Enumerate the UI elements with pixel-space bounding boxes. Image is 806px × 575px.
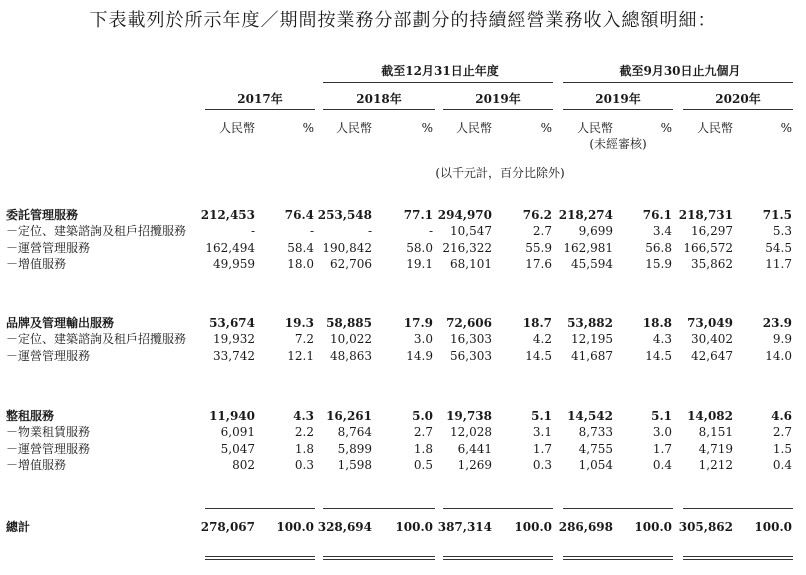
cell-pct-4-1: 19.3	[284, 316, 314, 330]
total-top-rule-0	[205, 508, 315, 509]
cell-pct-1-7: 3.4	[652, 224, 672, 238]
cell-pct-5-9: 9.9	[772, 332, 792, 346]
year-header-1: 2018年	[356, 92, 402, 106]
cell-value-0-2: 253,548	[317, 208, 372, 222]
cell-value-9-6: 4,755	[578, 442, 613, 456]
cell-pct-10-5: 0.3	[532, 458, 552, 472]
unit-pct-2: %	[540, 121, 552, 135]
cell-pct-5-3: 3.0	[413, 332, 433, 346]
cell-value-6-0: 33,742	[213, 349, 255, 363]
cell-pct-7-7: 5.1	[651, 409, 672, 423]
cell-value-8-2: 8,764	[337, 425, 372, 439]
cell-value-4-2: 58,885	[326, 316, 372, 330]
year-header-rule-3	[563, 109, 673, 110]
row-label-2: －運營管理服務	[6, 241, 91, 255]
cell-value-5-4: 16,303	[450, 332, 492, 346]
cell-value-4-0: 53,674	[209, 316, 255, 330]
cell-value-7-2: 16,261	[326, 409, 372, 423]
cell-value-9-2: 5,899	[337, 442, 372, 456]
cell-value-1-4: 10,547	[450, 224, 492, 238]
cell-pct-0-3: 77.1	[403, 208, 433, 222]
cell-value-2-0: 162,494	[205, 241, 255, 255]
cell-pct-10-7: 0.4	[652, 458, 672, 472]
unit-pct-4: %	[780, 121, 792, 135]
cell-value-9-8: 4,719	[698, 442, 733, 456]
year-header-rule-0	[205, 109, 315, 110]
cell-value-10-4: 1,269	[457, 458, 492, 472]
cell-pct-9-7: 1.7	[652, 442, 672, 456]
cell-pct-5-7: 4.3	[652, 332, 672, 346]
unit-note: (以千元計，百分比除外)	[435, 166, 565, 180]
cell-pct-8-9: 2.7	[772, 425, 792, 439]
cell-pct-4-7: 18.8	[642, 316, 672, 330]
cell-pct-3-3: 19.1	[406, 257, 433, 271]
cell-value-3-0: 49,959	[213, 257, 255, 271]
cell-pct-4-9: 23.9	[762, 316, 792, 330]
cell-value-1-6: 9,699	[578, 224, 613, 238]
cell-value-2-6: 162,981	[563, 241, 613, 255]
cell-value-8-0: 6,091	[220, 425, 255, 439]
cell-value-3-8: 35,862	[691, 257, 733, 271]
cell-pct-2-7: 56.8	[645, 241, 672, 255]
year-header-rule-1	[323, 109, 435, 110]
cell-value-8-6: 8,733	[578, 425, 613, 439]
cell-value-3-2: 62,706	[330, 257, 372, 271]
cell-value-11-2: 328,694	[317, 520, 372, 534]
cell-pct-2-9: 54.5	[765, 241, 792, 255]
cell-value-7-4: 19,738	[446, 409, 492, 423]
cell-pct-6-1: 12.1	[287, 349, 314, 363]
unit-pct-1: %	[421, 121, 433, 135]
cell-value-3-4: 68,101	[450, 257, 492, 271]
cell-value-7-0: 11,940	[209, 409, 255, 423]
cell-pct-11-9: 100.0	[754, 520, 792, 534]
cell-value-1-2: -	[367, 224, 372, 238]
cell-value-11-4: 387,314	[437, 520, 492, 534]
row-label-10: －增值服務	[6, 458, 67, 472]
cell-value-11-0: 278,067	[200, 520, 255, 534]
intro-text: 下表載列於所示年度／期間按業務分部劃分的持續經營業務收入總額明細：	[89, 10, 717, 31]
cell-value-11-8: 305,862	[678, 520, 733, 534]
cell-pct-1-1: -	[309, 224, 314, 238]
cell-pct-3-5: 17.6	[525, 257, 552, 271]
cell-pct-0-9: 71.5	[762, 208, 792, 222]
row-label-4: 品牌及管理輸出服務	[6, 316, 115, 330]
total-top-rule-2	[443, 508, 553, 509]
cell-value-9-0: 5,047	[220, 442, 255, 456]
row-label-3: －增值服務	[6, 257, 67, 271]
row-label-7: 整租服務	[6, 409, 55, 423]
cell-pct-8-7: 3.0	[652, 425, 672, 439]
cell-pct-9-1: 1.8	[294, 442, 314, 456]
year-header-3: 2019年	[595, 92, 641, 106]
cell-pct-1-5: 2.7	[532, 224, 552, 238]
unit-rmb-3: 人民幣	[576, 121, 613, 135]
year-end-header: 截至12月31日止年度	[381, 64, 499, 78]
cell-pct-0-5: 76.2	[522, 208, 552, 222]
cell-value-6-6: 41,687	[571, 349, 613, 363]
row-label-0: 委託管理服務	[6, 208, 79, 222]
cell-pct-2-1: 58.4	[287, 241, 314, 255]
cell-pct-0-1: 76.4	[284, 208, 314, 222]
cell-value-11-6: 286,698	[558, 520, 613, 534]
unit-pct-3: %	[660, 121, 672, 135]
cell-pct-9-5: 1.7	[532, 442, 552, 456]
year-header-2: 2019年	[475, 92, 521, 106]
cell-value-4-4: 72,606	[446, 316, 492, 330]
cell-pct-9-3: 1.8	[413, 442, 433, 456]
cell-pct-11-1: 100.0	[276, 520, 314, 534]
total-bottom-double-rule-0	[205, 556, 315, 560]
cell-value-5-2: 10,022	[330, 332, 372, 346]
cell-value-0-4: 294,970	[437, 208, 492, 222]
cell-value-10-2: 1,598	[337, 458, 372, 472]
cell-pct-1-9: 5.3	[772, 224, 792, 238]
row-label-9: －運營管理服務	[6, 442, 91, 456]
cell-value-0-6: 218,274	[558, 208, 613, 222]
cell-value-6-4: 56,303	[450, 349, 492, 363]
row-label-6: －運營管理服務	[6, 349, 91, 363]
cell-pct-4-5: 18.7	[522, 316, 552, 330]
cell-pct-0-7: 76.1	[642, 208, 672, 222]
cell-pct-7-5: 5.1	[531, 409, 552, 423]
cell-value-1-8: 16,297	[691, 224, 733, 238]
cell-pct-6-7: 14.5	[645, 349, 672, 363]
cell-value-7-8: 14,082	[687, 409, 733, 423]
cell-pct-11-7: 100.0	[634, 520, 672, 534]
total-top-rule-3	[563, 508, 673, 509]
year-header-rule-4	[683, 109, 793, 110]
cell-value-4-6: 53,882	[567, 316, 613, 330]
cell-pct-3-1: 18.0	[287, 257, 314, 271]
row-label-5: －定位、建築諮詢及租戶招攬服務	[6, 332, 187, 346]
cell-pct-5-1: 7.2	[294, 332, 314, 346]
cell-pct-7-1: 4.3	[293, 409, 314, 423]
cell-value-2-4: 216,322	[442, 241, 492, 255]
cell-pct-6-5: 14.5	[525, 349, 552, 363]
nine-month-header-rule	[563, 82, 793, 83]
cell-pct-1-3: -	[428, 224, 433, 238]
row-label-1: －定位、建築諮詢及租戶招攬服務	[6, 224, 187, 238]
cell-value-8-8: 8,151	[698, 425, 733, 439]
cell-pct-8-5: 3.1	[532, 425, 552, 439]
cell-value-5-6: 12,195	[571, 332, 613, 346]
cell-value-0-8: 218,731	[678, 208, 733, 222]
unit-rmb-2: 人民幣	[455, 121, 492, 135]
total-bottom-double-rule-1	[323, 556, 435, 560]
cell-pct-8-1: 2.2	[294, 425, 314, 439]
total-bottom-double-rule-4	[683, 556, 793, 560]
total-bottom-double-rule-2	[443, 556, 553, 560]
cell-value-3-6: 45,594	[571, 257, 613, 271]
cell-value-4-8: 73,049	[687, 316, 733, 330]
total-top-rule-1	[323, 508, 435, 509]
unaudited-note: (未經審核)	[589, 137, 647, 151]
cell-pct-7-9: 4.6	[771, 409, 792, 423]
cell-value-7-6: 14,542	[567, 409, 613, 423]
cell-pct-3-9: 11.7	[765, 257, 792, 271]
year-header-rule-2	[443, 109, 553, 110]
cell-value-10-0: 802	[232, 458, 255, 472]
cell-pct-5-5: 4.2	[532, 332, 552, 346]
total-bottom-double-rule-3	[563, 556, 673, 560]
cell-pct-4-3: 17.9	[403, 316, 433, 330]
cell-pct-11-5: 100.0	[514, 520, 552, 534]
cell-pct-11-3: 100.0	[395, 520, 433, 534]
cell-pct-6-3: 14.9	[406, 349, 433, 363]
cell-pct-8-3: 2.7	[413, 425, 433, 439]
cell-value-0-0: 212,453	[200, 208, 255, 222]
cell-pct-6-9: 14.0	[765, 349, 792, 363]
cell-value-9-4: 6,441	[457, 442, 492, 456]
cell-value-10-6: 1,054	[578, 458, 613, 472]
cell-pct-10-3: 0.5	[413, 458, 433, 472]
cell-value-8-4: 12,028	[450, 425, 492, 439]
cell-value-10-8: 1,212	[698, 458, 733, 472]
year-header-0: 2017年	[237, 92, 283, 106]
cell-value-2-8: 166,572	[683, 241, 733, 255]
cell-value-6-8: 42,647	[691, 349, 733, 363]
unit-pct-0: %	[302, 121, 314, 135]
cell-value-2-2: 190,842	[322, 241, 372, 255]
cell-pct-7-3: 5.0	[412, 409, 433, 423]
cell-pct-9-9: 1.5	[772, 442, 792, 456]
cell-value-5-0: 19,932	[213, 332, 255, 346]
cell-value-6-2: 48,863	[330, 349, 372, 363]
unit-rmb-0: 人民幣	[218, 121, 255, 135]
year-end-header-rule	[323, 82, 553, 83]
cell-pct-2-5: 55.9	[525, 241, 552, 255]
row-label-11: 總計	[6, 520, 31, 534]
cell-pct-3-7: 15.9	[645, 257, 672, 271]
unit-rmb-4: 人民幣	[696, 121, 733, 135]
cell-pct-10-1: 0.3	[294, 458, 314, 472]
year-header-4: 2020年	[715, 92, 761, 106]
cell-value-5-8: 30,402	[691, 332, 733, 346]
nine-month-header: 截至9月30日止九個月	[619, 64, 741, 78]
cell-value-1-0: -	[250, 224, 255, 238]
cell-pct-10-9: 0.4	[772, 458, 792, 472]
row-label-8: －物業租賃服務	[6, 425, 91, 439]
total-top-rule-4	[683, 508, 793, 509]
unit-rmb-1: 人民幣	[335, 121, 372, 135]
cell-pct-2-3: 58.0	[406, 241, 433, 255]
